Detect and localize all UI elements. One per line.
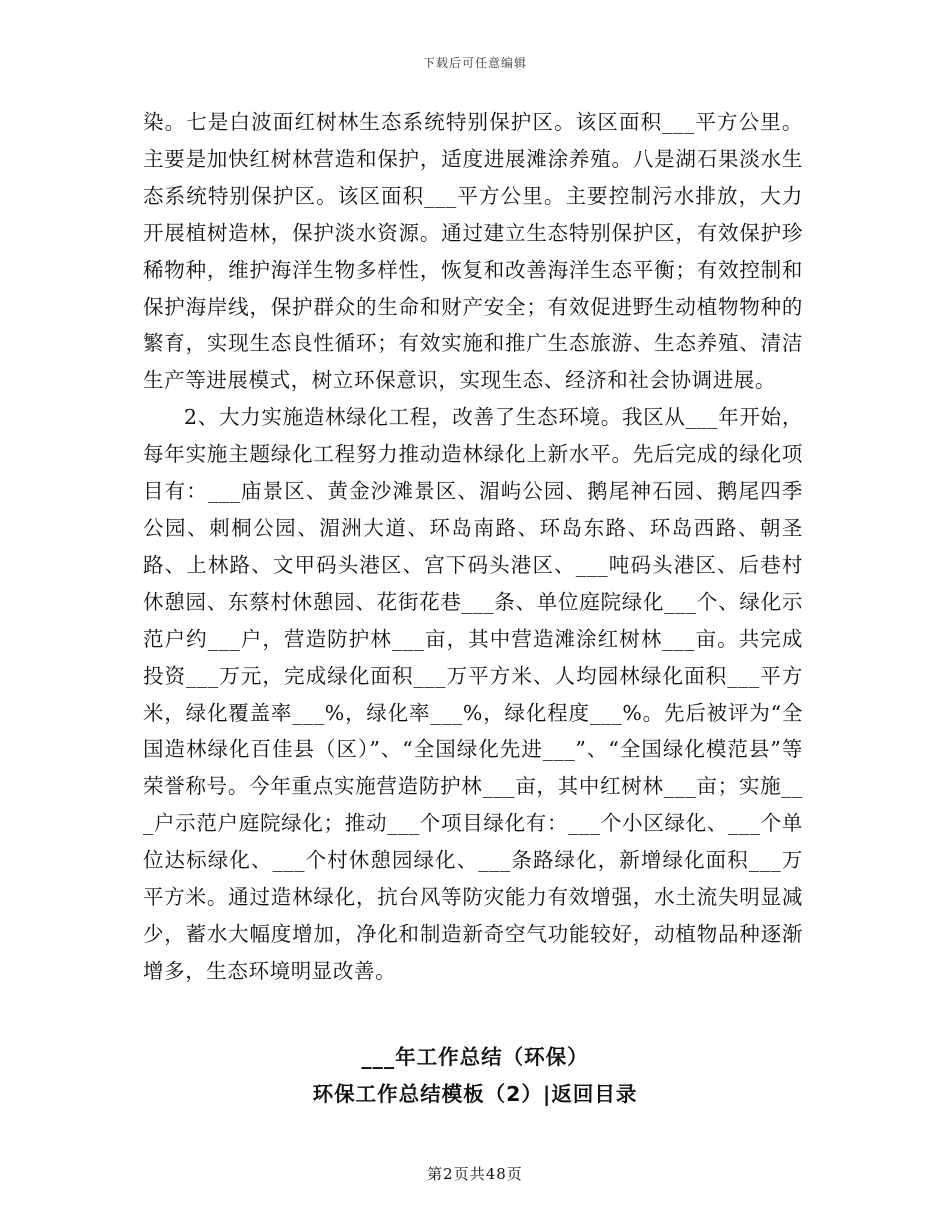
paragraph-continued: 染。七是白波面红树林生态系统特别保护区。该区面积___平方公里。主要是加快红树林营造和保护，适度进展滩涂养殖。八是湖石果淡水生态系统特别保护区。该区面积___平方公里。主要控制污水排放，大力开展植树造林，保护淡水资源。通过建立生态特别保护区，有效保护珍稀物种，维护海洋生物多样性，恢复和改善海洋生态平衡；有效控制和保护海岸线，保护群众的生命和财产安全；有效促进野生动植物物种的繁育，实现生态良性循环；有效实施和推广生态旅游、生态养殖、清洁生产等进展模式，树立环保意识，实现生态、经济和社会协调进展。 (143, 110, 803, 393)
template-title-line (0, 1077, 950, 1107)
title-separator: | (542, 1082, 552, 1106)
template-title: 环保工作总结模板（2） (312, 1082, 543, 1106)
summary-title: ___年工作总结（环保） (361, 1045, 589, 1069)
back-to-toc-link[interactable]: 返回目录 (551, 1082, 638, 1106)
page-header: 下载后可任意编辑 (422, 56, 527, 70)
paragraph-afforestation: 2、大力实施造林绿化工程，改善了生态环境。我区从___年开始，每年实施主题绿化工程努力推动造林绿化上新水平。先后完成的绿化项目有：___庙景区、黄金沙滩景区、湄屿公园、鹅尾神石园、鹅尾四季公园、刺桐公园、湄洲大道、环岛南路、环岛东路、环岛西路、朝圣路、上林路、文甲码头港区、宫下码头港区、___吨码头港区、后巷村休憩园、东蔡村休憩园、花街花巷___条、单位庭院绿化___个、绿化示范户约___户，营造防护林___亩，其中营造滩涂红树林___亩。共完成投资___万元，完成绿化面积___万平方米、人均园林绿化面积___平方米，绿化覆盖率___%，绿化率___%，绿化程度___%。先后被评为“全国造林绿化百佳县（区）”、“全国绿化先进___”、“全国绿化模范县”等荣誉称号。今年重点实施营造防护林___亩，其中红树林___亩；实施___户示范户庭院绿化；推动___个项目绿化有：___个小区绿化、___个单位达标绿化、___个村休憩园绿化、___条路绿化，新增绿化面积___万平方米。通过造林绿化，抗台风等防灾能力有效增强，水土流失明显减少，蓄水大幅度增加，净化和制造新奇空气功能较好，动植物品种逐渐增多，生态环境明显改善。 (143, 405, 803, 983)
page-number: 第2页共48页 (427, 1165, 523, 1183)
body-text (143, 104, 803, 990)
